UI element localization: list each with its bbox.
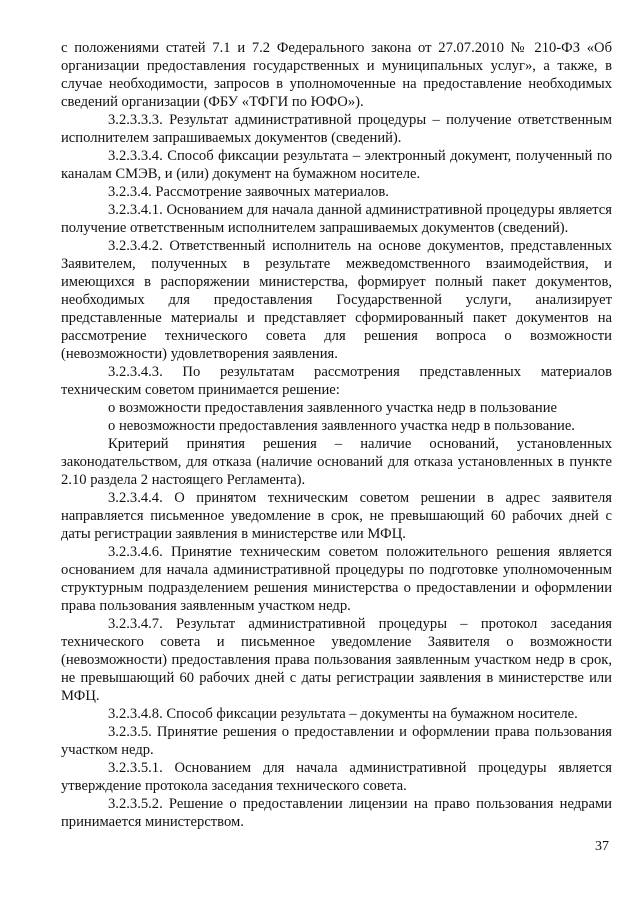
paragraph-3-2-3-4-6: 3.2.3.4.6. Принятие техническим советом положительного решения является основанием для начала административной процедуры по подготовке уполномоченным структурным подразделением решения министерства о предоставлении и оформлении права пользования заявленным участком недр.	[61, 544, 612, 614]
document-body	[61, 39, 612, 831]
paragraph-continuation: с положениями статей 7.1 и 7.2 Федерального закона от 27.07.2010 № 210-ФЗ «Об организации предоставления государственных и муниципальных услуг», а также, в случае необходимости, запросов в уполномоченные на предоставление необходимых сведений организации (ФБУ «ТФГИ по ЮФО»).	[61, 40, 612, 110]
paragraph-3-2-3-5-1: 3.2.3.5.1. Основанием для начала административной процедуры является утверждение протокола заседания технического совета.	[61, 760, 612, 794]
paragraph-3-2-3-3-4: 3.2.3.3.4. Способ фиксации результата – электронный документ, полученный по каналам СМЭВ, и (или) документ на бумажном носителе.	[61, 148, 612, 182]
paragraph-3-2-3-4-3: 3.2.3.4.3. По результатам рассмотрения представленных материалов техническим советом принимается решение:	[61, 364, 612, 398]
paragraph-3-2-3-4-1: 3.2.3.4.1. Основанием для начала данной административной процедуры является получение ответственным исполнителем запрашиваемых документов (сведений).	[61, 202, 612, 236]
paragraph-3-2-3-3-3: 3.2.3.3.3. Результат административной процедуры – получение ответственным исполнителем запрашиваемых документов (сведений).	[61, 112, 612, 146]
paragraph-3-2-3-4-4: 3.2.3.4.4. О принятом техническим советом решении в адрес заявителя направляется письменное уведомление в срок, не превышающий 60 рабочих дней с даты регистрации заявления в министерстве или МФЦ.	[61, 490, 612, 542]
decision-option-impossible: о невозможности предоставления заявленного участка недр в пользование.	[108, 418, 575, 434]
paragraph-3-2-3-5: 3.2.3.5. Принятие решения о предоставлении и оформлении права пользования участком недр.	[61, 724, 612, 758]
decision-option-possible: о возможности предоставления заявленного участка недр в пользование	[108, 400, 558, 416]
page-number: 37	[595, 839, 609, 854]
paragraph-3-2-3-4-8: 3.2.3.4.8. Способ фиксации результата – документы на бумажном носителе.	[108, 706, 578, 722]
paragraph-3-2-3-4-7: 3.2.3.4.7. Результат административной процедуры – протокол заседания технического совета и письменное уведомление Заявителя о возможности (невозможности) предоставления права пользования заявленным участком недр в срок, не превышающий 60 рабочих дней с даты регистрации заявления в министерстве или МФЦ.	[61, 616, 612, 704]
paragraph-3-2-3-5-2: 3.2.3.5.2. Решение о предоставлении лицензии на право пользования недрами принимается министерством.	[61, 796, 612, 830]
paragraph-decision-criterion: Критерий принятия решения – наличие оснований, установленных законодательством, для отказа (наличие оснований для отказа установленных в пункте 2.10 раздела 2 настоящего Регламента).	[61, 436, 612, 488]
paragraph-3-2-3-4: 3.2.3.4. Рассмотрение заявочных материалов.	[108, 184, 389, 200]
paragraph-3-2-3-4-2: 3.2.3.4.2. Ответственный исполнитель на основе документов, представленных Заявителем, полученных в результате межведомственного взаимодействия, и имеющихся в распоряжении министерства, формирует полный пакет документов, необходимых для предоставления Государственной услуги, анализирует представленные материалы и представляет сформированный пакет документов на рассмотрение технического совета для решения вопроса о возможности (невозможности) удовлетворения заявления.	[61, 238, 612, 362]
